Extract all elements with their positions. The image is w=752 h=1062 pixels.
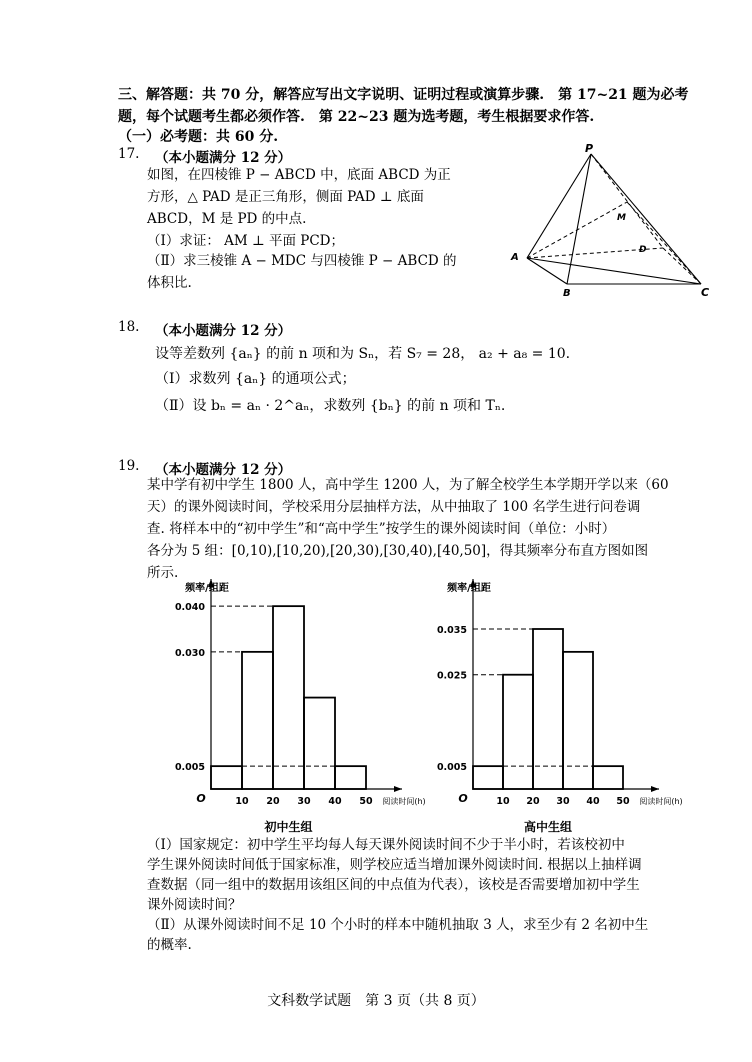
x-tick-label: 30 (297, 796, 311, 807)
edge-pd (591, 154, 663, 248)
q18-line2: （Ⅰ）求数列 {aₙ} 的通项公式； (155, 371, 356, 387)
x-tick-label: 40 (328, 796, 342, 807)
histogram-bar (593, 766, 623, 789)
q19-intro-line: 某中学有初中学生 1800 人，高中学生 1200 人，为了解全校学生本学期开学以来（60 (147, 477, 669, 493)
q19-score: （本小题满分 12 分） (155, 462, 292, 478)
q19-part1-line: 课外阅读时间？ (147, 897, 242, 913)
q19-intro-line: 天）的课外阅读时间，学校采用分层抽样方法，从中抽取了 100 名学生进行问卷调 (147, 499, 641, 515)
y-tick-label: 0.005 (174, 762, 205, 774)
histogram-bar (473, 766, 503, 789)
q19-intro-line: 各分为 5 组：[0,10),[10,20),[20,30),[30,40),[40,50]，得其频率分布直方图如图 (147, 543, 649, 559)
y-tick-label: 0.040 (174, 602, 205, 614)
histogram-junior (170, 575, 426, 837)
q19-part1-line: （Ⅰ）国家规定：初中学生平均每人每天课外阅读时间不少于半小时，若该校初中 (147, 837, 625, 853)
y-tick-label: 0.035 (436, 625, 467, 636)
q18-score: （本小题满分 12 分） (155, 323, 292, 339)
chart-title: 高中生组 (523, 820, 573, 834)
x-tick-label: 10 (496, 796, 510, 807)
label-a: A (511, 252, 519, 263)
q18-line3: （Ⅱ）设 bₙ = aₙ · 2^aₙ，求数列 {bₙ} 的前 n 项和 Tₙ. (155, 398, 506, 414)
edge-pc (591, 154, 701, 284)
q19-intro-line: 所示. (147, 565, 179, 581)
origin-label: O (458, 792, 468, 805)
edge-dc (663, 248, 701, 284)
edge-ac (527, 258, 701, 284)
q19-part1-line: 查数据（同一组中的数据用该组区间的中点值为代表），该校是否需要增加初中学生 (147, 877, 640, 893)
histogram-bar (533, 629, 563, 789)
x-tick-label: 20 (266, 796, 280, 807)
q19-number: 19. (118, 458, 140, 474)
y-axis-label: 频率/组距 (447, 583, 491, 594)
edge-ab (527, 258, 567, 284)
q17-line: ABCD，M 是 PD 的中点. (147, 211, 307, 227)
q18-number: 18. (118, 319, 140, 335)
label-m: M (617, 213, 626, 223)
q19-part2-line: （Ⅱ）从课外阅读时间不足 10 个小时的样本中随机抽取 3 人，求至少有 2 名初中生 (147, 917, 649, 933)
x-tick-label: 30 (556, 796, 570, 807)
x-tick-label: 50 (616, 796, 630, 807)
pyramid-figure (505, 142, 715, 300)
q19-part1-line: 学生课外阅读时间低于国家标准，则学校应适当增加课外阅读时间. 根据以上抽样调 (147, 857, 642, 873)
y-axis-label: 频率/组距 (185, 583, 229, 594)
edge-mc (627, 202, 701, 284)
q17-score: （本小题满分 12 分） (155, 150, 292, 166)
x-axis-arrow (394, 786, 402, 792)
x-tick-label: 20 (526, 796, 540, 807)
label-c: C (701, 286, 710, 299)
q17-line: （Ⅱ）求三棱锥 A − MDC 与四棱锥 P − ABCD 的 (147, 253, 457, 269)
q19-part2-line: 的概率. (147, 937, 192, 953)
q18-line1: 设等差数列 {aₙ} 的前 n 项和为 Sₙ，若 S₇ = 28， a₂ + a₈ = 10. (155, 346, 571, 362)
x-axis-label: 阅读时间(h) (639, 797, 683, 806)
q17-line: 体积比. (147, 275, 192, 291)
x-tick-label: 50 (359, 796, 373, 807)
q17-line: 方形，△ PAD 是正三角形，侧面 PAD ⊥ 底面 (147, 189, 424, 205)
histogram-bar (211, 766, 242, 789)
histogram-bar (242, 652, 273, 789)
histogram-bar (304, 698, 335, 789)
page-footer: 文科数学试题 第 3 页（共 8 页） (267, 993, 485, 1009)
label-d: D (639, 245, 647, 255)
chart-title: 初中生组 (264, 820, 313, 834)
label-b: B (563, 288, 571, 299)
x-axis-arrow (651, 786, 659, 792)
q19-intro-line: 查. 将样本中的“初中学生”和“高中学生”按学生的课外阅读时间（单位：小时） (147, 521, 616, 537)
section-header-line1: 三、解答题：共 70 分，解答应写出文字说明、证明过程或演算步骤. 第 17~21 题为必考 (118, 87, 689, 103)
y-tick-label: 0.005 (436, 762, 467, 774)
q17-number: 17. (118, 146, 140, 162)
y-tick-label: 0.030 (174, 647, 205, 659)
label-p: P (585, 142, 594, 155)
q17-line: （Ⅰ）求证： AM ⊥ 平面 PCD； (147, 233, 345, 249)
x-tick-label: 10 (235, 796, 249, 807)
histogram-bar (563, 652, 593, 789)
x-tick-label: 40 (586, 796, 600, 807)
edge-am (527, 202, 627, 258)
histogram-bar (503, 675, 533, 789)
histogram-bar (273, 606, 304, 789)
x-axis-label: 阅读时间(h) (382, 797, 426, 806)
histogram-bar (335, 766, 366, 789)
histogram-senior (430, 575, 692, 837)
section-title-required: （一）必考题：共 60 分. (118, 129, 279, 145)
section-header-line2: 题，每个试题考生都必须作答. 第 22~23 题为选考题，考生根据要求作答. (118, 109, 595, 125)
q17-line: 如图，在四棱锥 P − ABCD 中，底面 ABCD 为正 (147, 167, 451, 183)
origin-label: O (196, 792, 206, 805)
y-tick-label: 0.025 (436, 670, 467, 682)
